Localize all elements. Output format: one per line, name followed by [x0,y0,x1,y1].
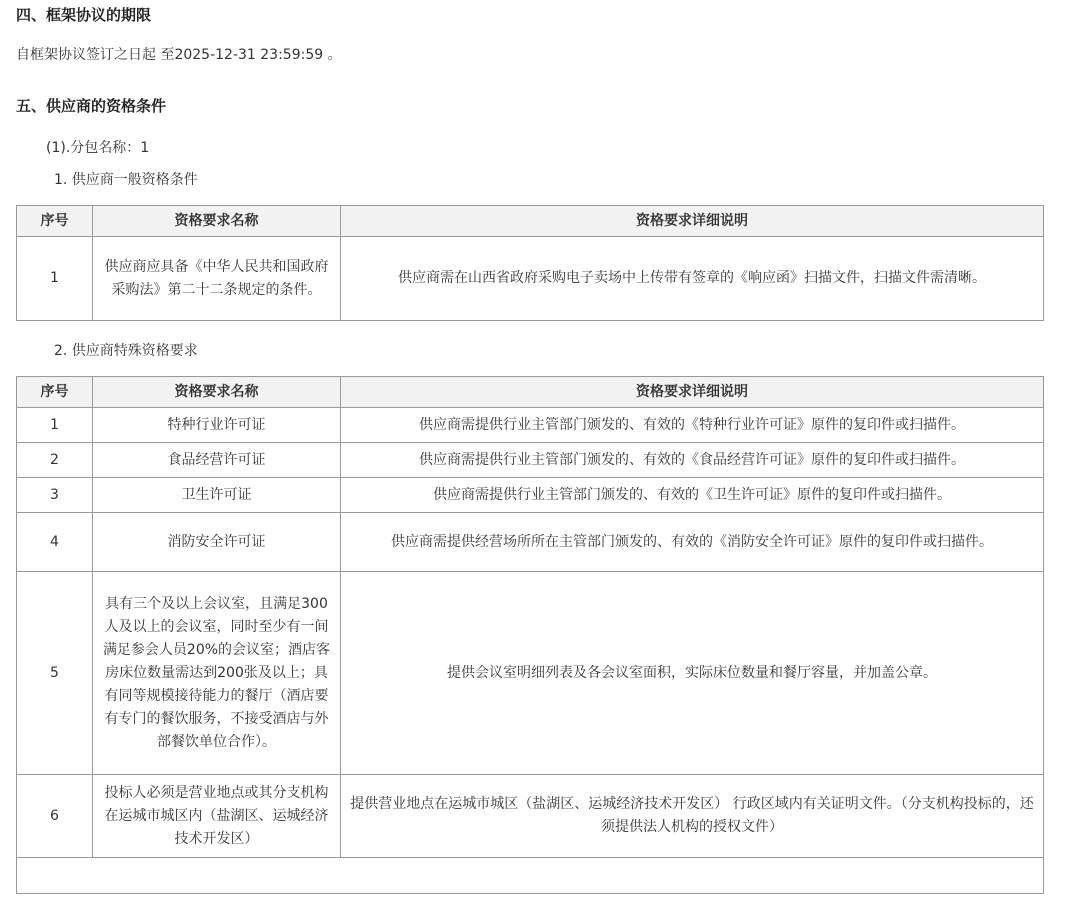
header-requirement-name: 资格要求名称 [93,377,341,408]
header-requirement-detail: 资格要求详细说明 [341,377,1044,408]
row-requirement-detail: 供应商需在山西省政府采购电子卖场中上传带有签章的《响应函》扫描文件，扫描文件需清晰。 [341,237,1044,321]
table-row [17,513,1044,572]
table-row [17,408,1044,443]
special-qualification-title: 2. 供应商特殊资格要求 [54,343,198,359]
section-5-title: 五、供应商的资格条件 [16,97,167,115]
row-requirement-detail: 供应商需提供行业主管部门颁发的、有效的《特种行业许可证》原件的复印件或扫描件。 [341,408,1044,443]
package-name-label: (1).分包名称：1 [46,140,150,156]
section-4-title: 四、框架协议的期限 [16,6,152,24]
table-header-row [17,206,1044,237]
row-requirement-detail: 供应商需提供经营场所所在主管部门颁发的、有效的《消防安全许可证》原件的复印件或扫描件。 [341,513,1044,572]
special-qualification-table [16,376,1044,894]
header-requirement-detail: 资格要求详细说明 [341,206,1044,237]
header-no: 序号 [17,377,93,408]
agreement-period-text: 自框架协议签订之日起 至2025-12-31 23:59:59 。 [16,47,342,63]
empty-cell [17,858,1044,894]
row-no: 2 [17,443,93,478]
row-no: 5 [17,572,93,775]
general-qualification-table [16,205,1044,321]
row-requirement-detail: 提供营业地点在运城市城区（盐湖区、运城经济技术开发区） 行政区域内有关证明文件。（分支机构投标的，还须提供法人机构的授权文件） [341,775,1044,858]
row-no: 4 [17,513,93,572]
row-no: 6 [17,775,93,858]
table-row [17,775,1044,858]
row-requirement-name: 消防安全许可证 [93,513,341,572]
row-requirement-name: 食品经营许可证 [93,443,341,478]
table-header-row [17,377,1044,408]
header-requirement-name: 资格要求名称 [93,206,341,237]
header-no: 序号 [17,206,93,237]
row-requirement-name: 卫生许可证 [93,478,341,513]
row-requirement-detail: 供应商需提供行业主管部门颁发的、有效的《卫生许可证》原件的复印件或扫描件。 [341,478,1044,513]
row-requirement-name: 供应商应具备《中华人民共和国政府采购法》第二十二条规定的条件。 [93,237,341,321]
row-requirement-detail: 提供会议室明细列表及各会议室面积，实际床位数量和餐厅容量，并加盖公章。 [341,572,1044,775]
row-no: 1 [17,408,93,443]
table-row [17,237,1044,321]
table-row [17,572,1044,775]
table-row [17,478,1044,513]
table-row [17,443,1044,478]
empty-table-row [17,858,1044,894]
row-requirement-detail: 供应商需提供行业主管部门颁发的、有效的《食品经营许可证》原件的复印件或扫描件。 [341,443,1044,478]
row-requirement-name: 特种行业许可证 [93,408,341,443]
row-requirement-name: 投标人必须是营业地点或其分支机构在运城市城区内（盐湖区、运城经济技术开发区） [93,775,341,858]
general-qualification-title: 1. 供应商一般资格条件 [54,172,198,188]
row-no: 1 [17,237,93,321]
row-requirement-name: 具有三个及以上会议室，且满足300人及以上的会议室，同时至少有一间满足参会人员20%的会议室；酒店客房床位数量需达到200张及以上；具有同等规模接待能力的餐厅（酒店要有专门的餐饮服务，不接受酒店与外部餐饮单位合作）。 [93,572,341,775]
row-no: 3 [17,478,93,513]
